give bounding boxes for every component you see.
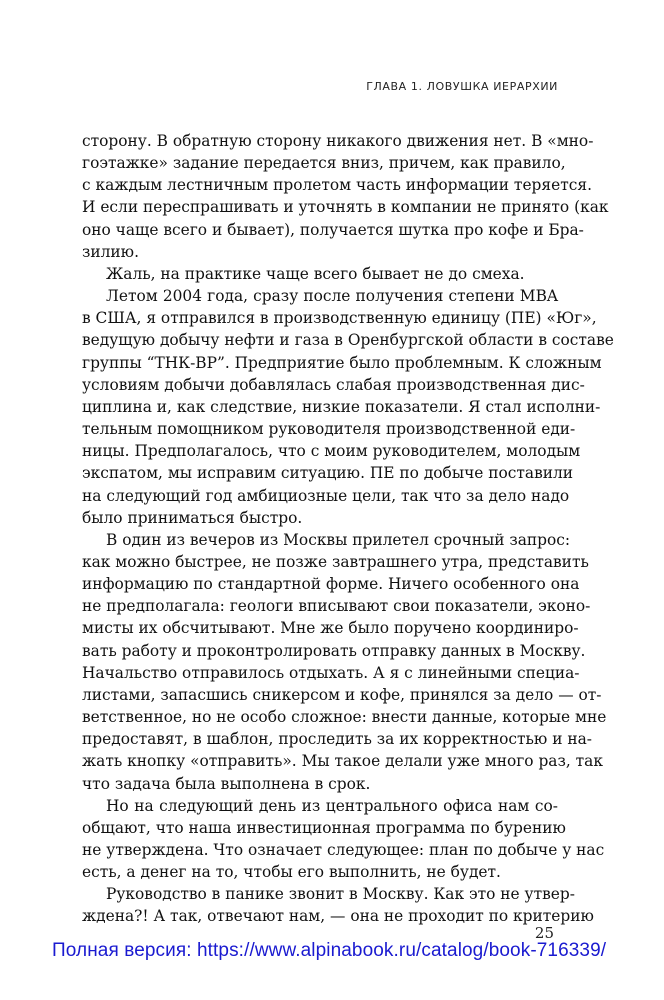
text-line: не утверждена. Что означает следующее: план по добыче у нас bbox=[82, 841, 605, 859]
text-line: предоставят, в шаблон, проследить за их корректностью и на- bbox=[82, 730, 592, 749]
body-text bbox=[82, 130, 614, 928]
page-number: 25 bbox=[534, 924, 554, 942]
text-line: оно чаще всего и бывает), получается шутка про кофе и Бра- bbox=[82, 220, 584, 239]
text-line: ведущую добычу нефти и газа в Оренбургской области в составе bbox=[82, 331, 614, 350]
text-line: циплина и, как следствие, низкие показатели. Я стал исполни- bbox=[82, 397, 601, 416]
text-line: что задача была выполнена в срок. bbox=[82, 774, 371, 793]
text-line: вать работу и проконтролировать отправку данных в Москву. bbox=[82, 641, 586, 660]
text-line: есть, а денег на то, чтобы его выполнить, не будет. bbox=[82, 863, 501, 882]
text-line: информацию по стандартной форме. Ничего особенного она bbox=[82, 575, 580, 594]
text-line: в США, я отправился в производственную единицу (ПЕ) «Юг», bbox=[82, 309, 597, 328]
text-line: В один из вечеров из Москвы прилетел срочный запрос: bbox=[106, 530, 571, 549]
text-line: как можно быстрее, не позже завтрашнего утра, представить bbox=[82, 552, 589, 571]
text-line: Но на следующий день из центрального офиса нам со- bbox=[106, 796, 558, 815]
text-line: общают, что наша инвестиционная программа по бурению bbox=[82, 818, 566, 837]
text-line: с каждым лестничным пролетом часть информации теряется. bbox=[82, 176, 592, 195]
text-line: было приниматься быстро. bbox=[82, 508, 303, 527]
text-line: условиям добычи добавлялась слабая производственная дис- bbox=[82, 375, 585, 394]
text-line: не предполагала: геологи вписывают свои показатели, эконо- bbox=[82, 597, 591, 616]
text-line: сторону. В обратную сторону никакого движения нет. В «мно- bbox=[82, 132, 594, 150]
text-line: тельным помощником руководителя производственной еди- bbox=[82, 420, 576, 439]
text-line: ждена?! А так, отвечают нам, — она не проходит по критерию bbox=[82, 907, 594, 926]
text-line: Летом 2004 года, сразу после получения степени MBA bbox=[106, 287, 558, 306]
text-line: экспатом, мы исправим ситуацию. ПЕ по добыче поставили bbox=[82, 464, 574, 483]
full-version-link[interactable]: Полная версия: https://www.alpinabook.ru/catalog/book-716339/ bbox=[52, 940, 607, 961]
text-line: Жаль, на практике чаще всего бывает не до смеха. bbox=[106, 264, 525, 283]
text-line: ветственное, но не особо сложное: внести данные, которые мне bbox=[82, 708, 607, 727]
text-line: на следующий год амбициозные цели, так что за дело надо bbox=[82, 486, 570, 505]
text-line: группы “ТНК-ВР”. Предприятие было проблемным. К сложным bbox=[82, 353, 602, 372]
text-line: гоэтажке» задание передается вниз, причем, как правило, bbox=[82, 154, 566, 173]
text-line: зилию. bbox=[82, 242, 139, 261]
text-line: ницы. Предполагалось, что с моим руководителем, молодым bbox=[82, 442, 581, 461]
text-line: жать кнопку «отправить». Мы такое делали уже много раз, так bbox=[82, 752, 603, 771]
text-line: мисты их обсчитывают. Мне же было поручено координиро- bbox=[82, 619, 579, 638]
text-line: Руководство в панике звонит в Москву. Как это не утвер- bbox=[106, 885, 575, 904]
text-line: Начальство отправилось отдыхать. А я с линейными специа- bbox=[82, 663, 580, 682]
text-line: И если переспрашивать и уточнять в компании не принято (как bbox=[82, 198, 609, 217]
running-head: ГЛАВА 1. ЛОВУШКА ИЕРАРХИИ bbox=[366, 80, 558, 93]
text-line: листами, запасшись сникерсом и кофе, принялся за дело — от- bbox=[82, 685, 602, 704]
